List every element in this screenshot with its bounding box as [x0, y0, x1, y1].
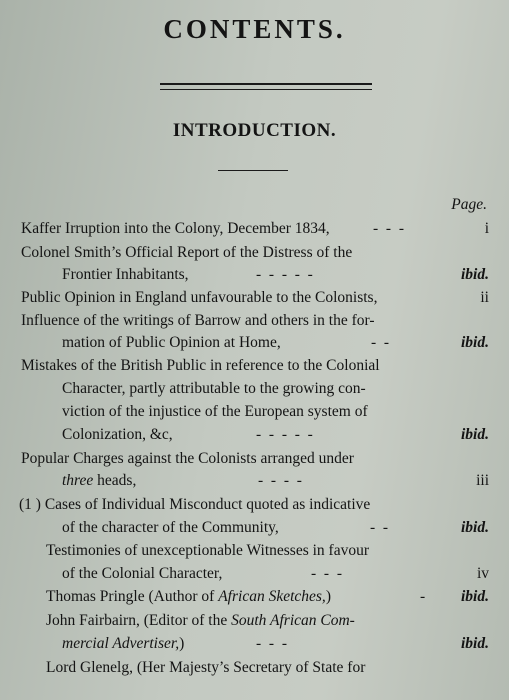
leader-dashes: - - - — [311, 565, 342, 582]
toc-text: Lord Glenelg, (Her Majesty’s Secretary of State for — [46, 659, 366, 676]
toc-text: (1 ) Cases of Individual Misconduct quoted as indicative — [19, 496, 371, 513]
page-number: iii — [476, 472, 489, 489]
toc-line — [21, 310, 375, 332]
toc-line — [62, 517, 279, 539]
page-number: ibid. — [461, 266, 489, 283]
toc-text: Mistakes of the British Public in reference to the Colonial — [21, 357, 380, 374]
page-number: ii — [480, 289, 489, 306]
page-number: ibid. — [461, 635, 489, 652]
leader-dashes: - - - - - — [256, 266, 313, 283]
toc-text: Character, partly attributable to the growing con- — [62, 380, 366, 397]
toc-italic-text: mercial Advertiser, — [62, 635, 180, 652]
toc-text: Frontier Inhabitants, — [62, 266, 189, 283]
toc-line — [62, 264, 189, 286]
leader-dashes: - - - - - — [256, 426, 313, 443]
toc-line — [21, 287, 377, 309]
toc-line — [62, 633, 184, 655]
contents-heading: CONTENTS. — [163, 14, 346, 44]
double-rule-top — [160, 83, 372, 85]
toc-text: of the character of the Community, — [62, 519, 279, 536]
toc-text: Colonization, &c, — [62, 426, 173, 443]
page-number: ibid. — [461, 334, 489, 351]
toc-line — [19, 494, 370, 516]
toc-text: John Fairbairn, (Editor of the — [46, 612, 232, 629]
toc-line — [62, 378, 366, 400]
toc-text: mation of Public Opinion at Home, — [62, 334, 281, 351]
double-rule-bottom — [160, 89, 372, 90]
toc-line — [21, 242, 352, 264]
toc-italic-text: South African Com- — [231, 612, 355, 629]
page-number: iv — [476, 565, 489, 582]
toc-line — [62, 401, 368, 423]
introduction-heading: INTRODUCTION. — [172, 120, 337, 141]
toc-text: Public Opinion in England unfavourable to the Colonists, — [21, 289, 378, 306]
short-rule — [218, 170, 288, 171]
page-number: ibid. — [461, 426, 489, 443]
page-number: ibid. — [461, 588, 489, 605]
toc-text-suffix: ) — [325, 588, 331, 605]
toc-text: Thomas Pringle (Author of — [46, 588, 219, 605]
leader-dashes: - - - — [256, 635, 287, 652]
page-number: ibid. — [461, 519, 489, 536]
leader-dashes: - - - - — [258, 472, 302, 489]
toc-italic-text: African Sketches, — [218, 588, 326, 605]
toc-line — [62, 563, 222, 585]
page-number: i — [484, 220, 489, 237]
toc-text: Popular Charges against the Colonists arranged under — [21, 450, 354, 467]
leader-dashes: - - — [371, 334, 390, 351]
leader-dashes: - - — [370, 519, 389, 536]
toc-text: of the Colonial Character, — [62, 565, 223, 582]
toc-text: viction of the injustice of the European system of — [62, 403, 368, 420]
toc-line — [46, 610, 355, 632]
toc-text: Colonel Smith’s Official Report of the Distress of the — [21, 244, 353, 261]
toc-line — [62, 470, 136, 492]
page-column-label: Page. — [451, 196, 487, 213]
toc-italic-text: three — [62, 472, 94, 489]
toc-line — [21, 448, 354, 470]
toc-line — [21, 218, 330, 240]
toc-line — [62, 332, 281, 354]
leader-dashes: - - - — [373, 220, 404, 237]
toc-line — [46, 657, 365, 679]
toc-text-suffix: ) — [179, 635, 185, 652]
toc-line — [46, 586, 331, 608]
toc-text: Influence of the writings of Barrow and others in the for- — [21, 312, 375, 329]
toc-text-suffix: heads, — [93, 472, 137, 489]
toc-text: Kaffer Irruption into the Colony, December 1834, — [21, 220, 330, 237]
toc-line — [46, 540, 369, 562]
toc-text: Testimonies of unexceptionable Witnesses in favour — [46, 542, 369, 559]
toc-line — [62, 424, 173, 446]
toc-line — [21, 355, 380, 377]
leader-dashes: - — [420, 588, 426, 605]
